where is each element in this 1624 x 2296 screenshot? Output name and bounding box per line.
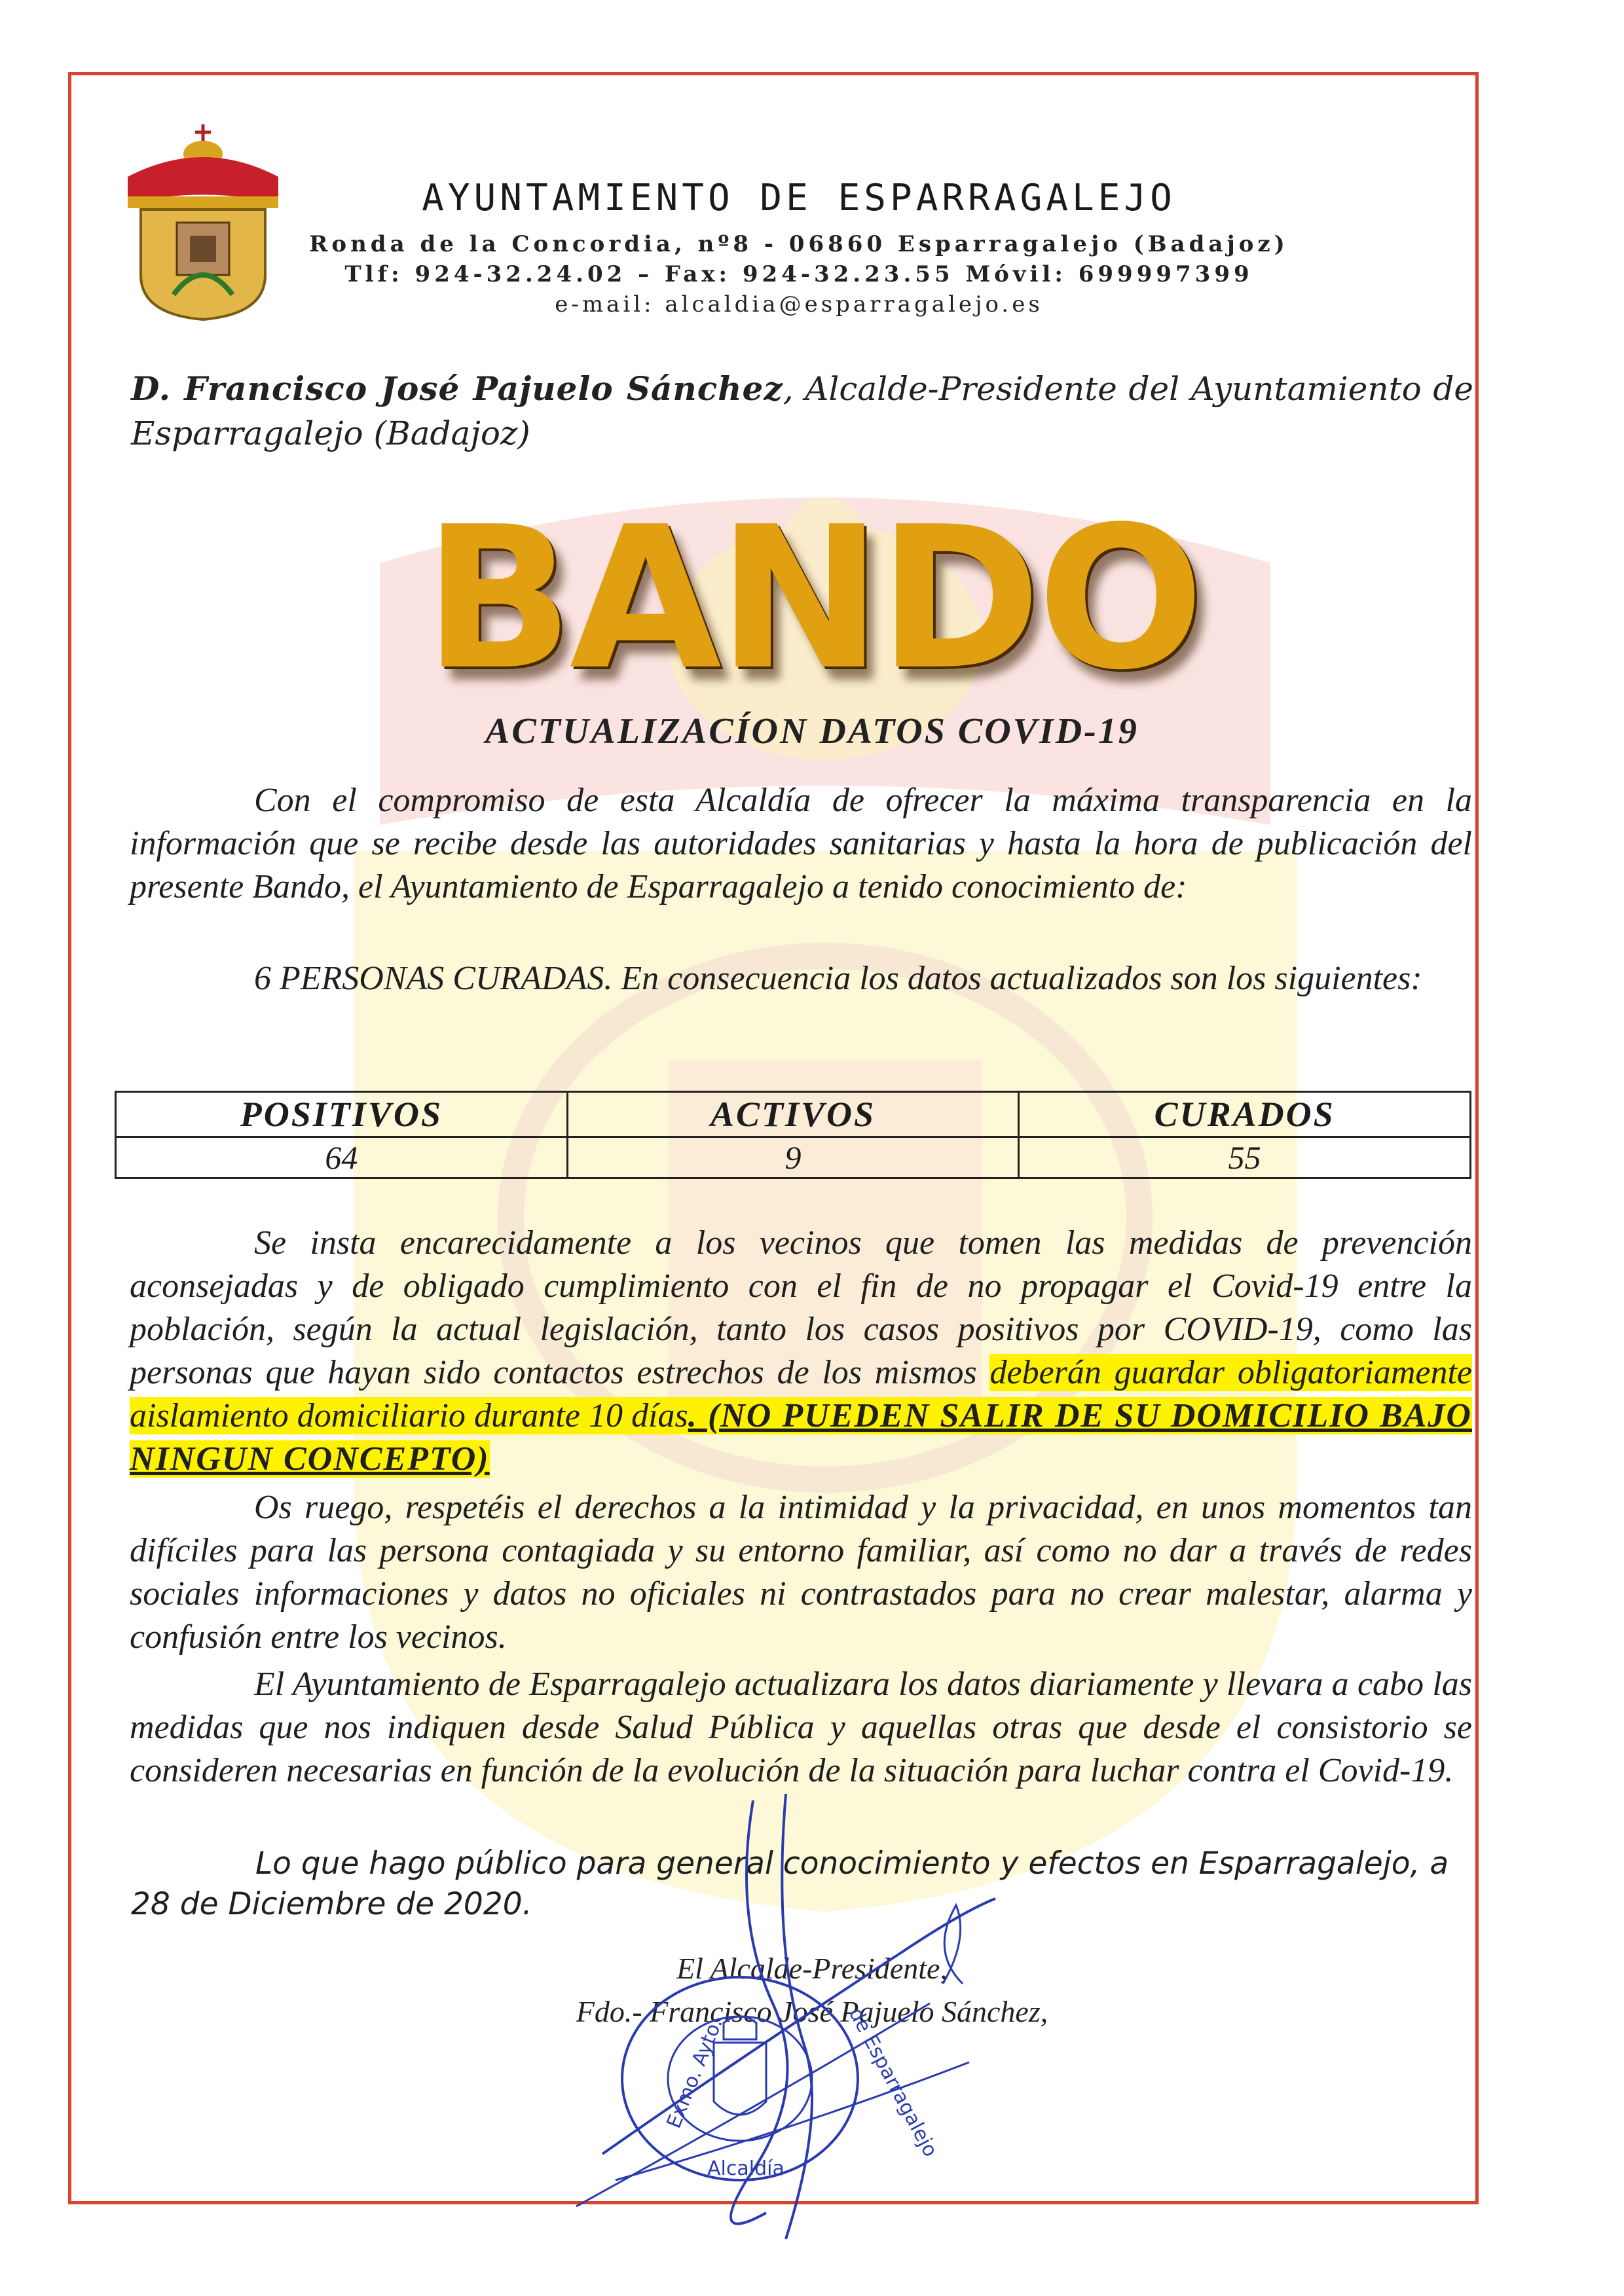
stamp-text-bottom: Alcaldía [707,2157,784,2180]
value-positivos: 64 [116,1137,568,1178]
header-positivos: POSITIVOS [116,1092,568,1137]
email: e-mail: alcaldia@esparragalejo.es [555,291,1043,318]
stamp-text-right: de Esparragalejo [843,2003,942,2161]
address: Ronda de la Concordia, nº8 - 06860 Esparragalejo (Badajoz) [309,231,1289,257]
issuer-role: , Alcalde-Presidente del Ayuntamiento de Esparragalejo (Badajoz) [131,370,1473,452]
table-header-row [116,1092,1471,1137]
update-paragraph: El Ayuntamiento de Esparragalejo actualizara los datos diariamente y llevara a cabo las medidas que nos indiquen desde Salud Pública y aquellas otras que desde el consistorio se consideren necesarias en función de la evolución de la situación para luchar contra el Covid-19. [130,1666,1472,1789]
issuer-name: D. Francisco José Pajuelo Sánchez [131,369,783,408]
isolation-highlight: deberán guardar obligatoriamente aislamiento domiciliario durante 10 días [130,1354,1473,1434]
no-leave-warning: . (NO PUEDEN SALIR DE SU DOMICILIO BAJO NINGUN CONCEPTO) [130,1397,1472,1478]
urge-text: Se insta encarecidamente a los vecinos que tomen las medidas de prevención aconsejadas y de obligado cumplimiento con el fin de no propagar el Covid-19 entre la población, según la actual legislación, tanto los casos positivos por COVID-19, como las personas que hayan sido contactos estrechos de los mismos [130,1224,1472,1391]
cured-paragraph: 6 PERSONAS CURADAS. En consecuencia los datos actualizados son los siguientes: [254,960,1422,997]
privacy-paragraph: Os ruego, respetéis el derechos a la intimidad y la privacidad, en unos momentos tan difíciles para las persona contagiada y su entorno familiar, así como no dar a través de redes sociales informaciones y datos no oficiales ni contrastados para no crear malestar, alarma y confusión entre los vecinos. [130,1489,1472,1656]
value-activos: 9 [567,1137,1019,1178]
header-curados: CURADOS [1019,1092,1471,1137]
value-curados: 55 [1019,1137,1471,1178]
closing-paragraph: Lo que hago público para general conocimiento y efectos en Esparragalejo, a 28 de Diciembre de 2020. [131,1846,1449,1922]
covid-data-table [115,1091,1471,1179]
handwritten-signature [537,1787,1061,2259]
phones: Tlf: 924-32.24.02 – Fax: 924-32.23.55 Móvil: 699997399 [344,261,1253,287]
stamp-text-left: Exmo. Ayto. [662,2014,728,2132]
urge-paragraph [130,1222,1472,1481]
subtitle: ACTUALIZACÍON DATOS COVID-19 [485,711,1139,752]
signer-title: El Alcalde-Presidente, [676,1952,948,1985]
table-value-row [116,1137,1471,1178]
letterhead [288,177,1310,321]
intro-paragraph: Con el compromiso de esta Alcaldía de ofrecer la máxima transparencia en la información que se recibe desde las autoridades sanitarias y hasta la hora de publicación del presente Bando, el Ayuntamiento de Esparragalejo a tenido conocimiento de: [130,782,1472,905]
org-name: AYUNTAMIENTO DE ESPARRAGALEJO [422,177,1176,219]
coat-of-arms-logo [121,124,285,321]
bando-title: BANDO [424,484,1200,713]
header-activos: ACTIVOS [567,1092,1019,1137]
issuer [131,367,1473,456]
signer-name: Fdo.- Francisco José Pajuelo Sánchez, [576,1995,1048,2028]
